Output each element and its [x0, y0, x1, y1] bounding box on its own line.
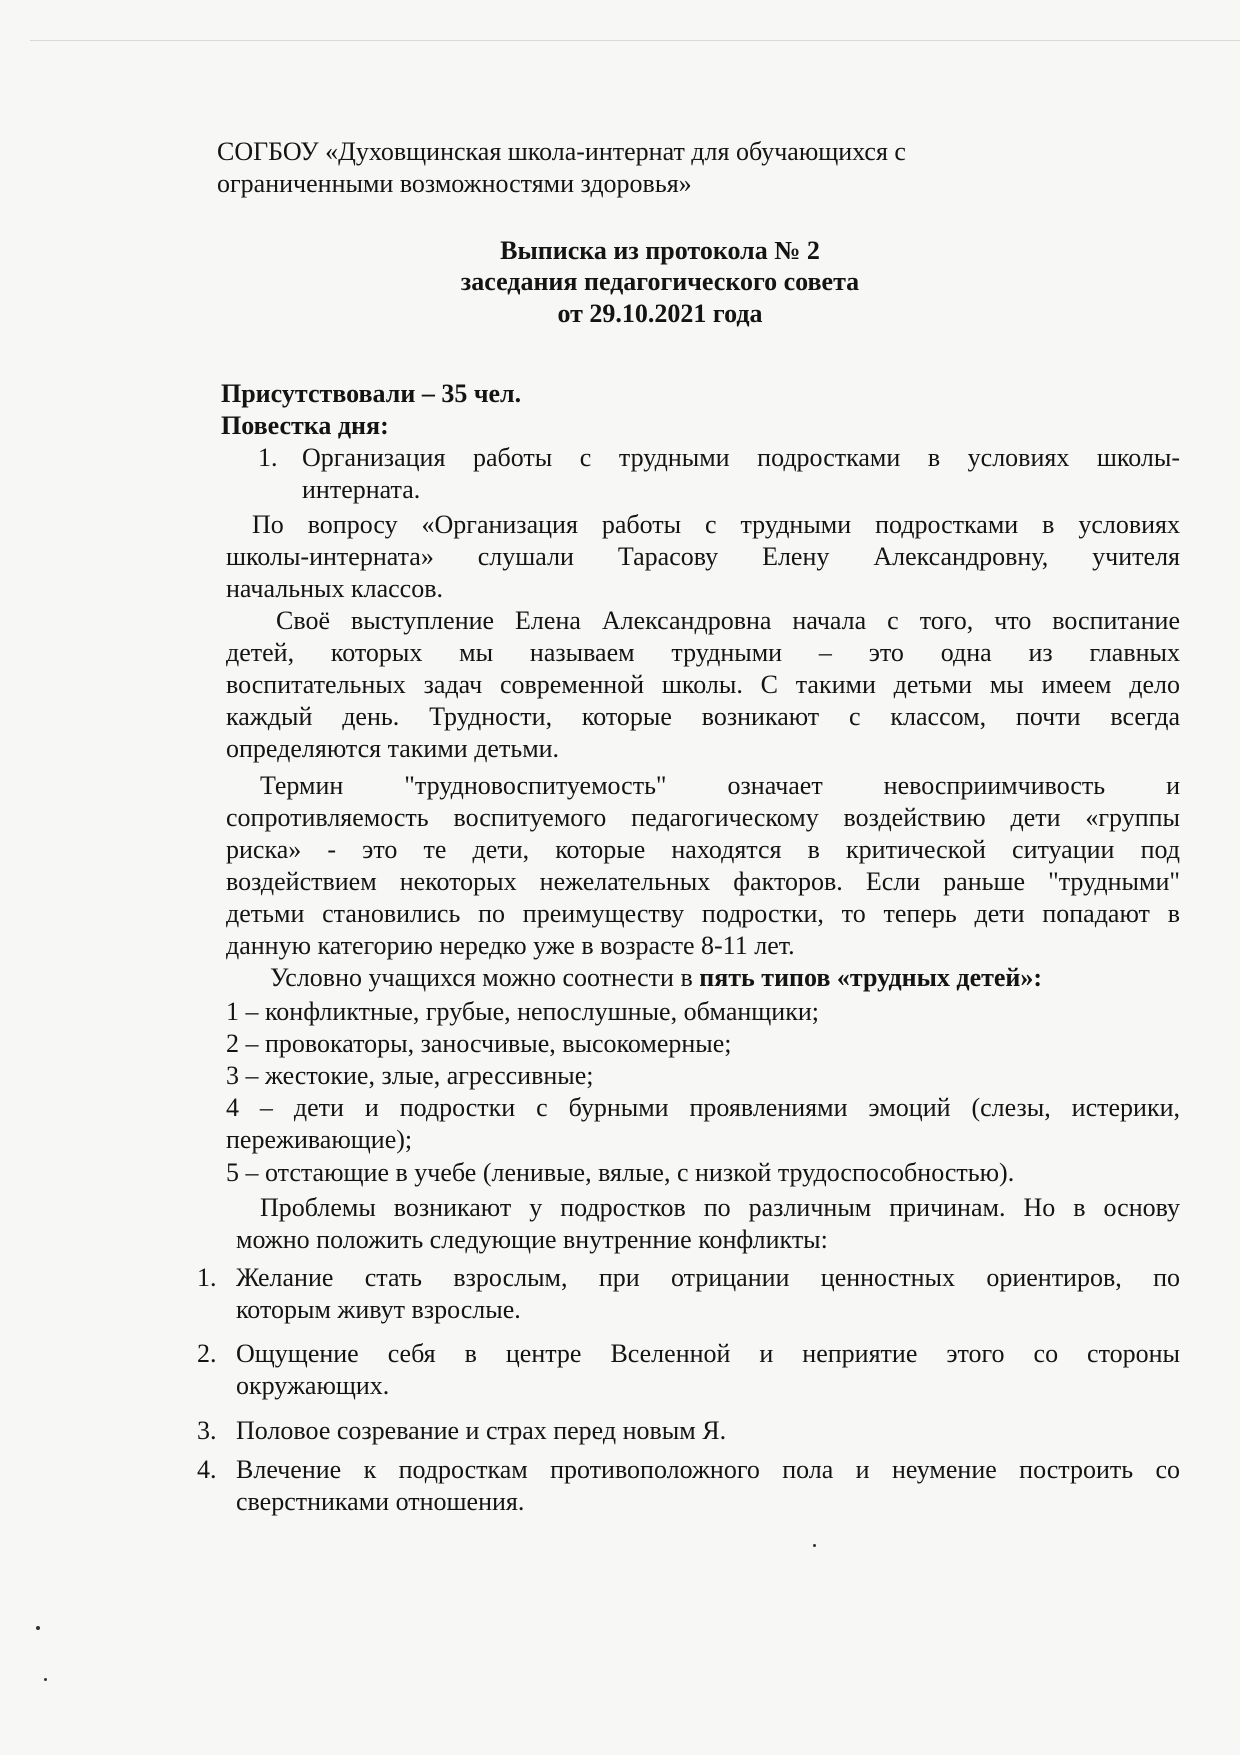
conflict-2-line1: Ощущение себя в центре Вселенной и неприятие этого со стороны	[236, 1339, 1180, 1368]
p2-line5: определяются такими детьми.	[226, 734, 560, 763]
agenda-item-line1: Организация работы с трудными подростками в условиях школы-	[302, 443, 1180, 472]
p3-line5: детьми становились по преимуществу подростки, то теперь дети попадают в	[226, 899, 1180, 928]
type-item-1: 1 – конфликтные, грубые, непослушные, обманщики;	[226, 997, 819, 1026]
doc-title: Выписка из протокола № 2	[500, 236, 820, 265]
agenda-item-line2: интерната.	[302, 475, 421, 504]
conflict-2-line2: окружающих.	[236, 1371, 390, 1400]
attendance: Присутствовали – 35 чел.	[221, 379, 522, 408]
type-item-2: 2 – провокаторы, заносчивые, высокомерные;	[226, 1029, 732, 1058]
type-item-3: 3 – жестокие, злые, агрессивные;	[226, 1061, 594, 1090]
p2-line3: воспитательных задач современной школы. С такими детьми мы имеем дело	[226, 670, 1180, 699]
conflict-3-number: 3.	[197, 1416, 217, 1445]
types-intro-bold: пять типов «трудных детей»:	[699, 963, 1043, 992]
type-item-4: 4 – дети и подростки с бурными проявлениями эмоций (слезы, истерики,	[226, 1093, 1180, 1122]
type-item-4-cont: переживающие);	[226, 1125, 413, 1154]
conflict-1-number: 1.	[197, 1263, 217, 1292]
scan-speck	[44, 1678, 47, 1681]
problems-intro-line2: можно положить следующие внутренние конфликты:	[236, 1225, 828, 1254]
p3-line2: сопротивляемость воспитуемого педагогическому воздействию дети «группы	[226, 803, 1180, 832]
p3-line3: риска» - это те дети, которые находятся в критической ситуации под	[226, 835, 1180, 864]
p2-line2: детей, которых мы называем трудными – это одна из главных	[226, 638, 1180, 667]
types-intro	[270, 962, 1042, 994]
p3-line4: воздействием некоторых нежелательных факторов. Если раньше "трудными"	[226, 867, 1180, 896]
org-name-line2: ограниченными возможностями здоровья»	[217, 169, 692, 198]
problems-intro-line1: Проблемы возникают у подростков по различным причинам. Но в основу	[260, 1193, 1180, 1222]
conflict-4-number: 4.	[197, 1455, 217, 1484]
conflict-1-line2: которым живут взрослые.	[236, 1295, 521, 1324]
conflict-4-line1: Влечение к подросткам противоположного пола и неумение построить со	[236, 1455, 1180, 1484]
conflict-3-line1: Половое созревание и страх перед новым Я.	[236, 1416, 727, 1445]
org-name-line1: СОГБОУ «Духовщинская школа-интернат для обучающихся с	[217, 137, 906, 166]
scan-speck	[36, 1626, 40, 1630]
scan-speck	[813, 1544, 816, 1547]
p1-line1: По вопросу «Организация работы с трудными подростками в условиях	[252, 510, 1180, 539]
conflict-4-line2: сверстниками отношения.	[236, 1487, 525, 1516]
p1-line2: школы-интерната» слушали Тарасову Елену Александровну, учителя	[226, 542, 1180, 571]
p3-line6: данную категорию нередко уже в возрасте 8-11 лет.	[226, 931, 795, 960]
conflict-1-line1: Желание стать взрослым, при отрицании ценностных ориентиров, по	[236, 1263, 1180, 1292]
doc-date: от 29.10.2021 года	[557, 299, 763, 328]
agenda-heading: Повестка дня:	[221, 411, 389, 440]
p3-line1: Термин "трудновоспитуемость" означает невосприимчивость и	[260, 771, 1180, 800]
doc-subtitle: заседания педагогического совета	[460, 267, 860, 296]
conflict-2-number: 2.	[197, 1339, 217, 1368]
p2-line1: Своё выступление Елена Александровна начала с того, что воспитание	[276, 606, 1180, 635]
p2-line4: каждый день. Трудности, которые возникают с классом, почти всегда	[226, 702, 1180, 731]
agenda-item-number: 1.	[258, 443, 278, 472]
types-intro-text: Условно учащихся можно соотнести в	[270, 963, 700, 992]
p1-line3: начальных классов.	[226, 574, 443, 603]
type-item-5: 5 – отстающие в учебе (ленивые, вялые, с низкой трудоспособностью).	[226, 1158, 1015, 1187]
